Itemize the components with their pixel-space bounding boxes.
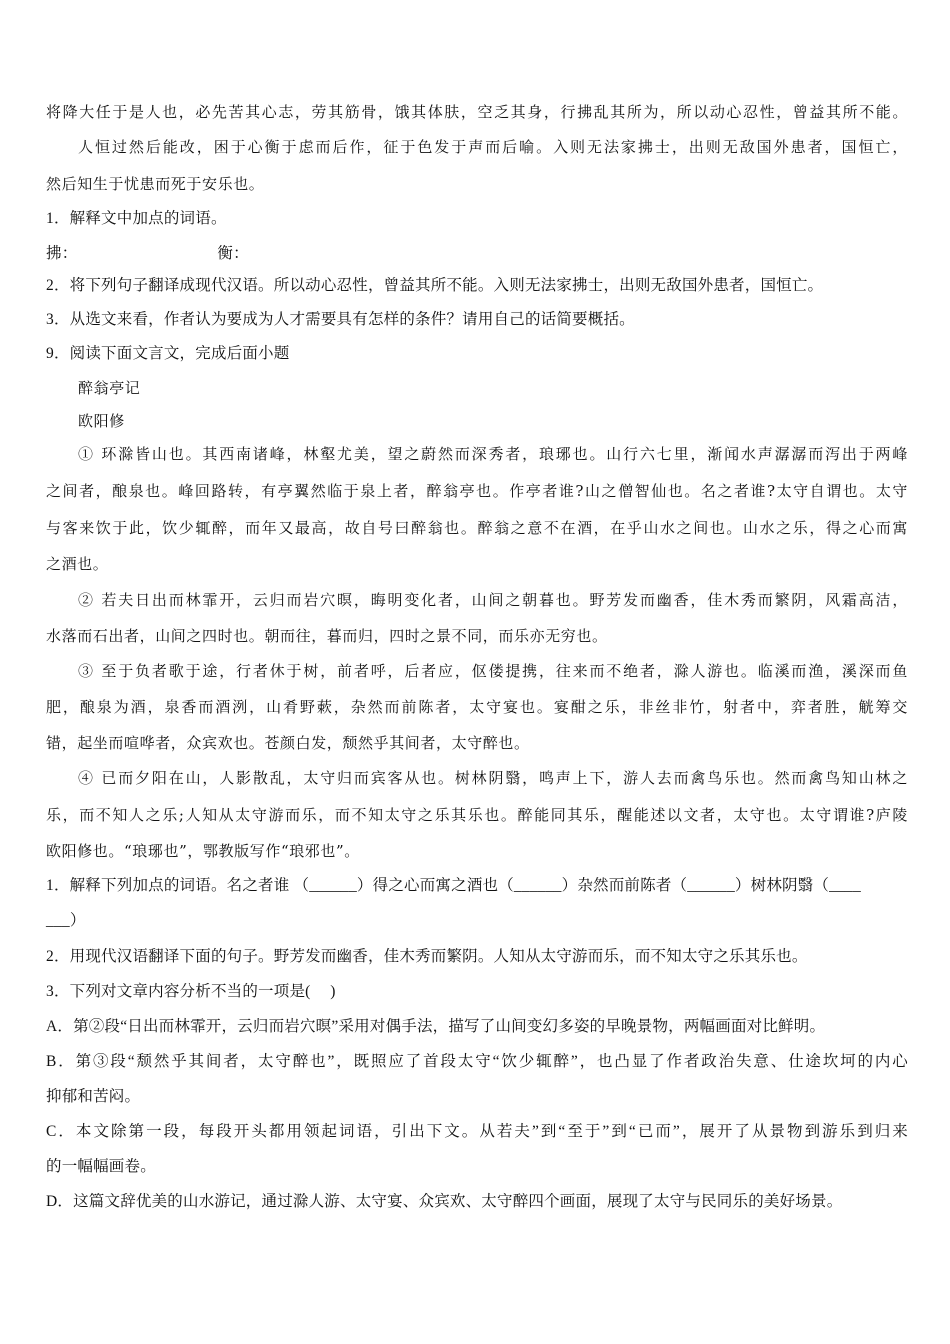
paragraph-1-line: 之酒也。 [46,555,109,573]
paragraph-3-line: ③ 至于负者歌于途，行者休于树，前者呼，后者应，伛偻提携，往来而不绝者，滁人游也。临溪而渔，溪深而鱼 [78,662,908,680]
option-d: D．这篇文辞优美的山水游记，通过滁人游、太守宴、众宾欢、太守醉四个画面，展现了太守与民同乐的美好场景。 [46,1193,843,1210]
paragraph-4-line: 欧阳修也。“琅琊也”，鄂教版写作“琅邪也”。 [46,842,360,860]
essay-author: 欧阳修 [78,412,125,430]
paragraph-1-line: ① 环滁皆山也。其西南诸峰，林壑尤美，望之蔚然而深秀者，琅琊也。山行六七里，渐闻水声潺潺而泻出于两峰 [78,445,908,463]
answer-label-fu: 拂： [46,245,78,262]
question2-3: 3．下列对文章内容分析不当的一项是( ) [46,983,336,1000]
question1-1-answers [46,243,908,265]
passage1-line1: 将降大任于是人也，必先苦其心志，劳其筋骨，饿其体肤，空乏其身，行拂乱其所为，所以动心忍性，曾益其所不能。 [46,103,908,121]
paragraph-1-line: 之间者，酿泉也。峰回路转，有亭翼然临于泉上者，醉翁亭也。作亭者谁?山之僧智仙也。名之者谁?太守自谓也。太守 [46,482,908,500]
question2-1: 1．解释下列加点的词语。名之者谁 （______）得之心而寓之酒也（______）杂然而前陈者（______）树林阴翳（____ [46,877,861,894]
paragraph-1-line: 与客来饮于此，饮少辄醉，而年又最高，故自号曰醉翁也。醉翁之意不在酒，在乎山水之间也。山水之乐，得之心而寓 [46,519,908,537]
passage1-line2: 人恒过然后能改，困于心衡于虑而后作，征于色发于声而后喻。入则无法家拂士，出则无敌国外患者，国恒亡， [78,138,908,156]
paragraph-2-line: ② 若夫日出而林霏开，云归而岩穴暝，晦明变化者，山间之朝暮也。野芳发而幽香，佳木秀而繁阴，风霜高洁， [78,591,908,609]
question2-2: 2．用现代汉语翻译下面的句子。野芳发而幽香，佳木秀而繁阴。人知从太守游而乐，而不知太守之乐其乐也。 [46,948,808,965]
paragraph-3-line: 错，起坐而喧哗者，众宾欢也。苍颜白发，颓然乎其间者，太守醉也。 [46,734,530,752]
option-b-line1: B．第③段“颓然乎其间者，太守醉也”，既照应了首段太守“饮少辄醉”，也凸显了作者政治失意、仕途坎坷的内心 [46,1053,908,1070]
option-c-line1: C．本文除第一段，每段开头都用领起词语，引出下文。从若夫”到“至于”到“已而”，展开了从景物到游乐到归来 [46,1123,908,1140]
option-a: A．第②段“日出而林霏开，云归而岩穴暝”采用对偶手法，描写了山间变幻多姿的早晚景物，两幅画面对比鲜明。 [46,1018,826,1035]
option-c-line2: 的一幅幅画卷。 [46,1158,156,1175]
paragraph-4-line: ④ 已而夕阳在山，人影散乱，太守归而宾客从也。树林阴翳，鸣声上下，游人去而禽鸟乐也。然而禽鸟知山林之 [78,769,908,787]
section9-heading: 9．阅读下面文言文，完成后面小题 [46,345,290,362]
paragraph-4-line: 乐，而不知人之乐;人知从太守游而乐，而不知太守之乐其乐也。醉能同其乐，醒能述以文者，太守也。太守谓谁?庐陵 [46,806,908,824]
question2-1-cont: ___） [46,912,86,929]
passage1-line3: 然后知生于忧患而死于安乐也。 [46,175,265,193]
question1-3: 3．从选文来看，作者认为要成为人才需要具有怎样的条件？请用自己的话简要概括。 [46,311,635,328]
question1-2: 2．将下列句子翻译成现代汉语。所以动心忍性，曾益其所不能。入则无法家拂士，出则无敌国外患者，国恒亡。 [46,277,824,294]
essay-title: 醉翁亭记 [78,379,141,397]
answer-label-heng: 衡： [217,245,249,262]
question1-1: 1．解释文中加点的词语。 [46,210,227,227]
paragraph-3-line: 肥，酿泉为酒，泉香而酒洌，山肴野蔌，杂然而前陈者，太守宴也。宴酣之乐，非丝非竹，射者中，弈者胜，觥筹交 [46,698,908,716]
paragraph-2-line: 水落而石出者，山间之四时也。朝而往，暮而归，四时之景不同，而乐亦无穷也。 [46,627,608,645]
option-b-line2: 抑郁和苦闷。 [46,1088,141,1105]
